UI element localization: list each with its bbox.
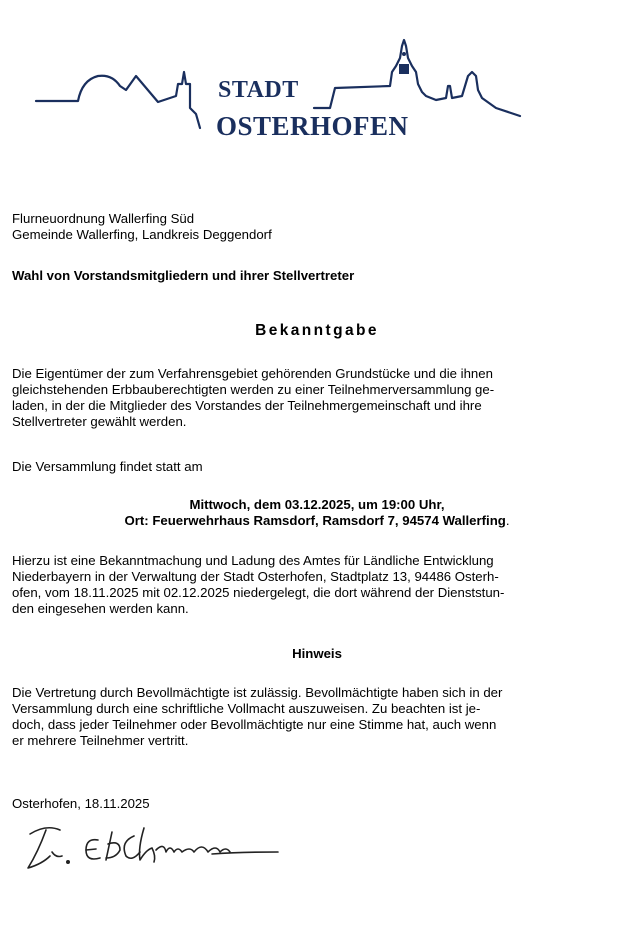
subject-line: Wahl von Vorstandsmitgliedern und ihrer Stellvertreter — [12, 268, 355, 283]
notice-line: Versammlung durch eine schriftliche Vollmacht auszuweisen. Zu beachten ist je- — [12, 701, 481, 716]
notice-heading: Hinweis — [292, 646, 342, 661]
intro-line: Die Eigentümer der zum Verfahrensgebiet gehörenden Grundstücke und die ihnen — [12, 366, 493, 381]
meeting-details — [0, 497, 634, 529]
intro-line: Stellvertreter gewählt werden. — [12, 414, 187, 429]
details-line: den eingesehen werden kann. — [12, 601, 189, 616]
notice-line: doch, dass jeder Teilnehmer oder Bevollmächtigte nur eine Stimme hat, auch wenn — [12, 717, 497, 732]
notice-line: er mehrere Teilnehmer vertritt. — [12, 733, 189, 748]
intro-line: gleichstehenden Erbbauberechtigten werden zu einer Teilnehmerversammlung ge- — [12, 382, 495, 397]
handwritten-signature — [16, 812, 286, 882]
logo-text-osterhofen: OSTERHOFEN — [216, 111, 409, 141]
city-logo — [30, 36, 530, 156]
place-date: Osterhofen, 18.11.2025 — [12, 796, 150, 811]
details-line: Hierzu ist eine Bekanntmachung und Ladung des Amtes für Ländliche Entwicklung — [12, 553, 494, 568]
intro-line: laden, in der die Mitglieder des Vorstandes der Teilnehmergemeinschaft und ihre — [12, 398, 482, 413]
details-line: Niederbayern in der Verwaltung der Stadt Osterhofen, Stadtplatz 13, 94486 Osterh- — [12, 569, 499, 584]
procedure-header — [12, 211, 612, 243]
meeting-intro: Die Versammlung findet statt am — [12, 459, 203, 474]
meeting-date: Mittwoch, dem 03.12.2025, um 19:00 Uhr, — [189, 497, 445, 512]
details-paragraph — [12, 553, 612, 617]
logo-text-stadt: STADT — [218, 77, 299, 103]
document-title: Bekanntgabe — [255, 322, 379, 339]
meeting-location-period: . — [505, 513, 510, 528]
notice-paragraph — [12, 685, 612, 749]
details-line: ofen, vom 18.11.2025 mit 02.12.2025 niedergelegt, die dort während der Dienststun- — [12, 585, 505, 600]
municipality-line: Gemeinde Wallerfing, Landkreis Deggendorf — [12, 227, 272, 242]
meeting-location: Ort: Feuerwehrhaus Ramsdorf, Ramsdorf 7, 94574 Wallerfing — [124, 513, 506, 528]
procedure-name: Flurneuordnung Wallerfing Süd — [12, 211, 195, 226]
notice-line: Die Vertretung durch Bevollmächtigte ist zulässig. Bevollmächtigte haben sich in der — [12, 685, 503, 700]
intro-paragraph — [12, 366, 612, 430]
